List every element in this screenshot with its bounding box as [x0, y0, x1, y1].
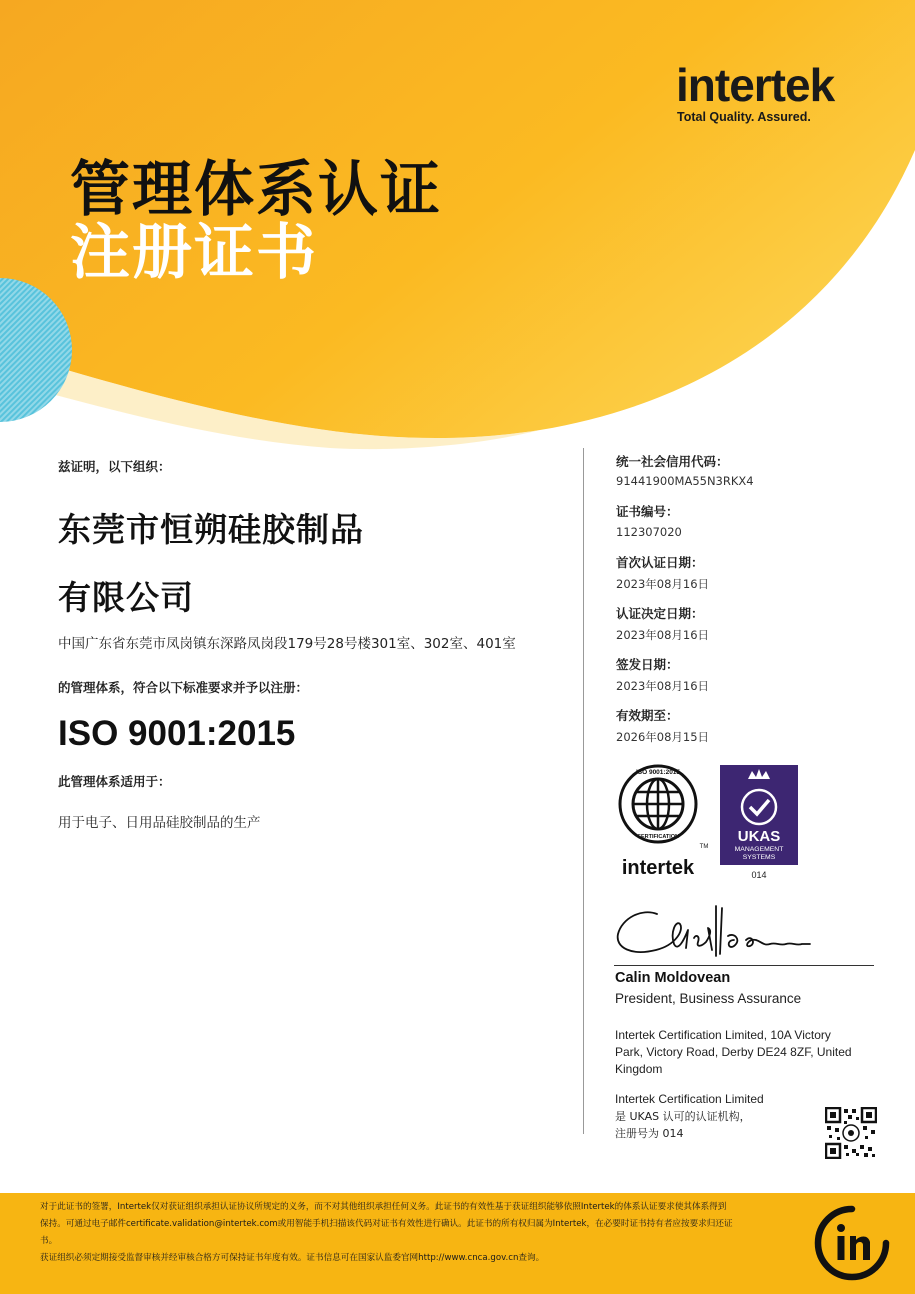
footer-disclaimer — [40, 1199, 800, 1267]
footer-line2: 保持。可通过电子邮件certificate.validation@intertek.com或用智能手机扫描该代码对证书有效性进行确认。此证书的所有权归属为Intertek，在必要时证书持有者应按要求归还证 — [40, 1219, 733, 1229]
accreditation-line1: Intertek Certification Limited — [615, 1092, 764, 1106]
logo-wordmark: intertek — [676, 59, 835, 111]
certify-label: 兹证明，以下组织： — [58, 459, 171, 474]
decision-date-label: 认证决定日期： — [616, 606, 704, 621]
column-divider — [583, 448, 584, 1134]
logo-tagline: Total Quality. Assured. — [677, 110, 811, 124]
standard-label: 的管理体系，符合以下标准要求并予以注册： — [58, 680, 309, 695]
valid-until-label: 有效期至： — [616, 708, 679, 723]
certificate-title-line2: 注册证书 — [70, 218, 318, 288]
credit-code-label: 统一社会信用代码： — [616, 454, 729, 469]
scope-label: 此管理体系适用于： — [58, 774, 171, 789]
certificate-title-line1: 管理体系认证 — [70, 155, 442, 225]
issuer-address-line2: Park, Victory Road, Derby DE24 8ZF, United — [615, 1045, 852, 1059]
accreditation-line3: 注册号为 014 — [615, 1127, 684, 1140]
ukas-mark — [720, 765, 798, 880]
footer-line1: 对于此证书的签署，Intertek仅对获证组织承担认证协议所规定的义务，而不对其他组织承担任何义务。此证书的有效性基于获证组织能够依照Intertek的体系认证要求使其体系得到 — [40, 1202, 727, 1212]
footer-band — [0, 1193, 915, 1294]
accreditation-line2: 是 UKAS 认可的认证机构， — [615, 1110, 751, 1123]
organization-name-line1: 东莞市恒朔硅胶制品 — [58, 510, 364, 549]
intertek-in-icon — [812, 1203, 892, 1283]
accreditation-statement — [615, 1091, 764, 1142]
verification-qr-code[interactable] — [825, 1107, 877, 1159]
iso-certification-mark — [618, 762, 716, 878]
certificate-number-value: 112307020 — [616, 525, 682, 539]
signature-image — [612, 900, 822, 962]
certificate-number-label: 证书编号： — [616, 504, 679, 519]
footer-line4: 获证组织必须定期接受监督审核并经审核合格方可保持证书年度有效。证书信息可在国家认监委官网http://www.cnca.gov.cn查询。 — [40, 1253, 545, 1263]
ukas-title: UKAS — [737, 828, 781, 845]
issuer-address-line1: Intertek Certification Limited, 10A Victory — [615, 1028, 831, 1042]
valid-until-value: 2026年08月15日 — [616, 730, 710, 744]
ukas-number: 014 — [751, 870, 767, 880]
issue-date-value: 2023年08月16日 — [616, 679, 710, 693]
credit-code-value: 91441900MA55N3RKX4 — [616, 474, 754, 488]
issue-date-label: 签发日期： — [616, 657, 679, 672]
standard-name: ISO 9001:2015 — [58, 714, 296, 753]
signature-line — [614, 965, 874, 966]
ukas-line3: SYSTEMS — [742, 854, 776, 861]
first-certification-date-label: 首次认证日期： — [616, 555, 704, 570]
ukas-badge — [720, 765, 798, 865]
organization-name-line2: 有限公司 — [58, 578, 194, 617]
trademark-symbol: TM — [699, 844, 709, 850]
signatory-name: Calin Moldovean — [615, 970, 731, 986]
decision-date-value: 2023年08月16日 — [616, 628, 710, 642]
iso-mark-logo: intertek — [621, 857, 695, 878]
issuer-address-line3: Kingdom — [615, 1062, 663, 1076]
organization-address: 中国广东省东莞市凤岗镇东深路凤岗段179号28号楼301室、302室、401室 — [58, 636, 516, 652]
scope-text: 用于电子、日用品硅胶制品的生产 — [58, 815, 261, 831]
signatory-role: President, Business Assurance — [615, 991, 802, 1006]
first-certification-date-value: 2023年08月16日 — [616, 577, 710, 591]
iso-mark-bottom-text: CERTIFICATION — [636, 834, 680, 840]
iso-mark-top-text: ISO 9001:2015 — [635, 769, 681, 776]
footer-line3: 书。 — [40, 1236, 58, 1246]
ukas-line2: MANAGEMENT — [734, 846, 784, 853]
intertek-logo — [676, 58, 834, 112]
issuer-address — [615, 1027, 852, 1078]
